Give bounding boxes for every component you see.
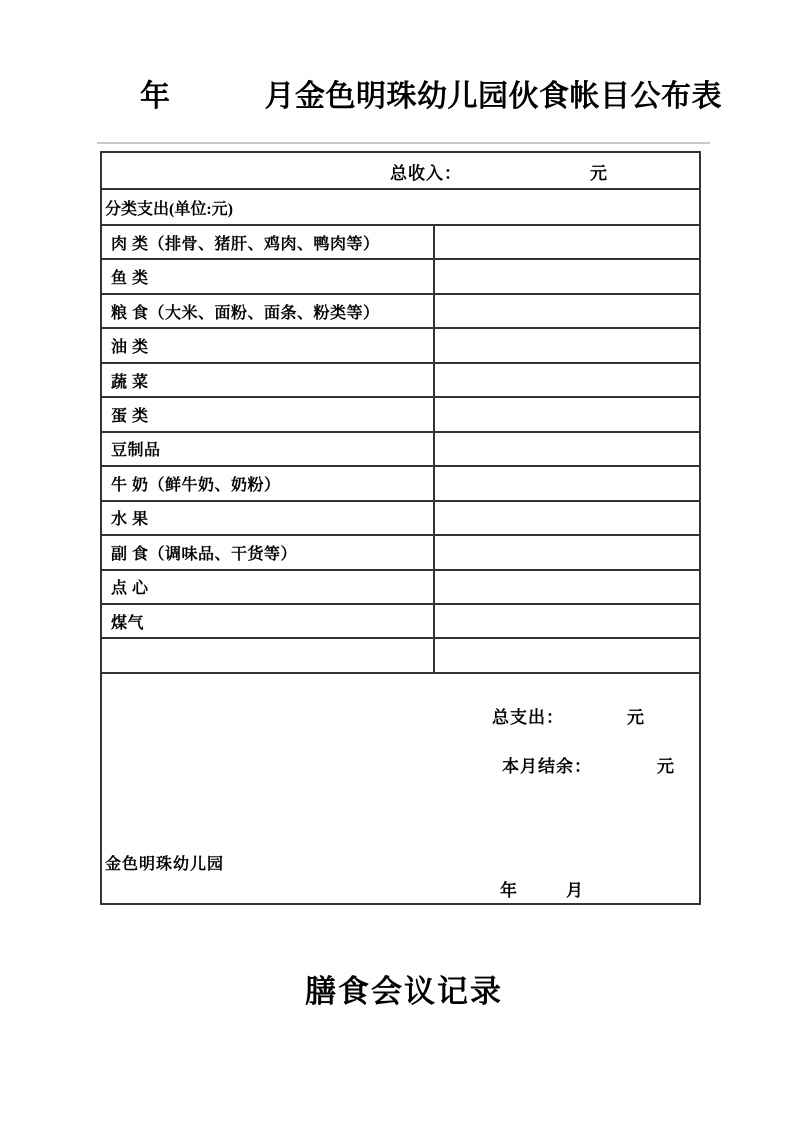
- document-title: [140, 80, 722, 114]
- table-row-fish: [102, 260, 699, 294]
- expense-value-cell[interactable]: [435, 639, 699, 671]
- monthly-balance-unit: 元: [657, 756, 675, 776]
- footer-month-label: 月: [566, 880, 584, 900]
- expense-value-cell[interactable]: [435, 467, 699, 499]
- row-label: 点 心: [102, 571, 435, 603]
- table-row-oil: [102, 329, 699, 363]
- table-row-snacks: [102, 571, 699, 605]
- expense-value-cell[interactable]: [435, 502, 699, 534]
- table-row-meat: [102, 226, 699, 260]
- total-income-row: [102, 153, 699, 190]
- organization-name: 金色明珠幼儿园: [105, 855, 225, 873]
- title-main-text: 月金色明珠幼儿园伙食帐目公布表: [264, 80, 722, 113]
- row-label: 豆制品: [102, 433, 435, 465]
- expense-value-cell[interactable]: [435, 571, 699, 603]
- row-label: 蔬 菜: [102, 364, 435, 396]
- expense-value-cell[interactable]: [435, 329, 699, 361]
- table-row-grain: [102, 295, 699, 329]
- table-footer-section: [102, 674, 699, 903]
- row-label: 油 类: [102, 329, 435, 361]
- total-expense-label: 总支出：: [492, 707, 564, 727]
- expense-value-cell[interactable]: [435, 295, 699, 327]
- total-income-label: 总收入：: [390, 164, 462, 183]
- table-row-gas: [102, 605, 699, 639]
- category-header-label: 分类支出(单位:元): [105, 200, 233, 218]
- table-row-blank: [102, 639, 699, 673]
- expense-value-cell[interactable]: [435, 605, 699, 637]
- table-row-milk: [102, 467, 699, 501]
- monthly-balance-label: 本月结余：: [502, 756, 592, 776]
- category-header-row: [102, 190, 699, 226]
- row-label: 蛋 类: [102, 398, 435, 430]
- expense-table: [100, 151, 701, 905]
- row-label: 副 食（调味品、干货等）: [102, 536, 435, 568]
- table-row-non-staple: [102, 536, 699, 570]
- row-label: 煤气: [102, 605, 435, 637]
- total-expense-unit: 元: [627, 707, 645, 727]
- row-label: 牛 奶（鲜牛奶、奶粉）: [102, 467, 435, 499]
- row-label: 鱼 类: [102, 260, 435, 292]
- table-row-egg: [102, 398, 699, 432]
- expense-value-cell[interactable]: [435, 364, 699, 396]
- table-row-bean-products: [102, 433, 699, 467]
- table-row-vegetable: [102, 364, 699, 398]
- row-label: 肉 类（排骨、猪肝、鸡肉、鸭肉等）: [102, 226, 435, 258]
- meal-meeting-minutes-title: 膳食会议记录: [305, 974, 503, 1009]
- row-label: 水 果: [102, 502, 435, 534]
- expense-value-cell[interactable]: [435, 226, 699, 258]
- expense-value-cell[interactable]: [435, 433, 699, 465]
- horizontal-rule: [97, 142, 710, 144]
- row-label: [102, 639, 435, 671]
- total-income-unit: 元: [590, 164, 607, 183]
- expense-value-cell[interactable]: [435, 260, 699, 292]
- title-month-blank: [171, 105, 265, 106]
- title-year-label: 年: [140, 80, 171, 113]
- expense-value-cell[interactable]: [435, 536, 699, 568]
- expense-value-cell[interactable]: [435, 398, 699, 430]
- row-label: 粮 食（大米、面粉、面条、粉类等）: [102, 295, 435, 327]
- footer-year-label: 年: [500, 880, 518, 900]
- table-row-fruit: [102, 502, 699, 536]
